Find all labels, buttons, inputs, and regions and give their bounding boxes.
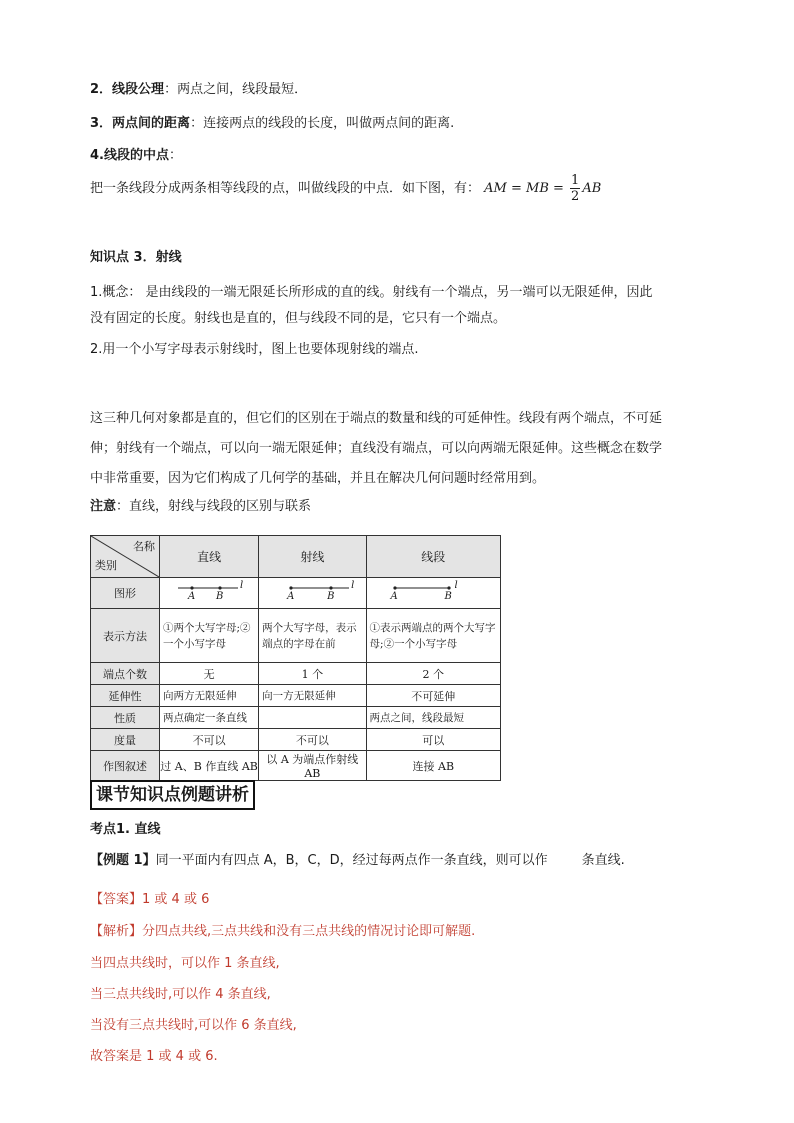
row-label-property: 性质 <box>91 707 160 729</box>
comparison-table <box>90 535 501 781</box>
case-none-collinear: 当没有三点共线时,可以作 6 条直线, <box>90 1018 297 1033</box>
extension-ray: 向一方无限延伸 <box>259 685 366 707</box>
fig-label-a: A <box>188 591 196 602</box>
row-label-notation: 表示方法 <box>91 609 160 663</box>
fig-label-a: A <box>390 591 398 602</box>
extension-segment: 不可延伸 <box>366 685 500 707</box>
summary-line-3: 中非常重要，因为它们构成了几何学的基础，并且在解决几何问题时经常用到。 <box>90 471 546 486</box>
fig-label-l: l <box>240 580 244 591</box>
answer-tag: 【答案】 <box>90 892 143 907</box>
notation-ray: 两个大写字母，表示端点的字母在前 <box>259 609 366 663</box>
ray-concept-line-2: 没有固定的长度。射线也是直的，但与线段不同的是，它只有一个端点。 <box>90 311 507 326</box>
col-header-segment: 线段 <box>366 536 500 578</box>
endpoints-segment: 2 个 <box>366 663 500 685</box>
case-four-collinear: 当四点共线时，可以作 1 条直线, <box>90 956 280 971</box>
item-4-heading <box>90 146 182 166</box>
item-4-definition <box>90 172 601 206</box>
fig-label-b: B <box>444 591 452 602</box>
fig-label-b: B <box>216 591 224 602</box>
measure-segment: 可以 <box>366 729 500 751</box>
table-row-notation <box>91 609 501 663</box>
line-figure-icon <box>160 578 264 608</box>
col-header-ray: 射线 <box>259 536 366 578</box>
analysis-tag: 【解析】 <box>90 924 143 939</box>
row-label-figure: 图形 <box>91 578 160 609</box>
measure-line: 不可以 <box>160 729 259 751</box>
item-4-text: 把一条线段分成两条相等线段的点，叫做线段的中点．如下图，有： <box>90 181 481 196</box>
table-row-endpoints <box>91 663 501 685</box>
section-title: 课节知识点例题讲析 <box>90 780 255 810</box>
midpoint-formula-left: AM = MB = <box>484 181 564 196</box>
table-row-extension <box>91 685 501 707</box>
row-label-endpoints: 端点个数 <box>91 663 160 685</box>
note-text: ：直线，射线与线段的区别与联系 <box>116 499 312 514</box>
item-3 <box>90 114 454 134</box>
table-header-row <box>91 536 501 578</box>
header-category-label: 类别 <box>95 559 117 572</box>
item-3-text: ：连接两点的线段的长度，叫做两点间的距离. <box>190 116 455 131</box>
table-row-measure <box>91 729 501 751</box>
fraction-denominator: 2 <box>571 189 580 204</box>
measure-ray: 不可以 <box>259 729 366 751</box>
item-3-num: 3． <box>90 116 113 131</box>
example-tag: 【例题 1】 <box>90 853 156 868</box>
kaodian-heading: 考点1. 直线 <box>90 822 161 837</box>
ray-heading: 知识点 3．射线 <box>90 250 182 265</box>
fig-label-l: l <box>454 580 458 591</box>
item-2 <box>90 80 307 100</box>
construction-ray: 以 A 为端点作射线 AB <box>259 751 366 781</box>
construction-segment: 连接 AB <box>366 751 500 781</box>
answer-text: 1 或 4 或 6 <box>142 892 210 907</box>
table-corner-cell <box>91 536 160 578</box>
item-4-title: 4.线段的中点 <box>90 148 169 163</box>
construction-line: 过 A、B 作直线 AB <box>160 751 259 781</box>
ray-notation: 2.用一个小写字母表示射线时，图上也要体现射线的端点. <box>90 342 419 357</box>
note-title: 注意 <box>90 499 117 514</box>
item-4-colon: ： <box>168 148 182 163</box>
conclusion-line: 故答案是 1 或 4 或 6. <box>90 1049 218 1064</box>
row-label-extension: 延伸性 <box>91 685 160 707</box>
fig-label-b: B <box>327 591 335 602</box>
figure-segment-cell <box>366 578 500 609</box>
analysis-text: 分四点共线,三点共线和没有三点共线的情况讨论即可解题. <box>142 924 476 939</box>
item-2-text: ：两点之间，线段最短． <box>164 82 308 97</box>
midpoint-formula-right: AB <box>582 181 602 196</box>
ray-figure-icon <box>259 578 383 608</box>
row-label-measure: 度量 <box>91 729 160 751</box>
example-text: 同一平面内有四点 A，B，C，D，经过每两点作一条直线，则可以作 <box>155 853 548 868</box>
item-2-title: 线段公理 <box>112 82 165 97</box>
notation-line: ①两个大写字母;②一个小写字母 <box>160 609 259 663</box>
table-row-property <box>91 707 501 729</box>
segment-figure-icon <box>367 578 477 608</box>
table-row-construction <box>91 751 501 781</box>
ray-concept-line-1: 1.概念： 是由线段的一端无限延长所形成的直的线。射线有一个端点，另一端可以无限延伸，因此 <box>90 285 653 300</box>
row-label-construction: 作图叙述 <box>91 751 160 781</box>
fraction-numerator: 1 <box>571 173 580 188</box>
col-header-line: 直线 <box>160 536 259 578</box>
property-line: 两点确定一条直线 <box>160 707 259 729</box>
fig-label-l: l <box>351 580 355 591</box>
example-tail: 条直线. <box>581 853 625 868</box>
case-three-collinear: 当三点共线时,可以作 4 条直线, <box>90 987 271 1002</box>
fraction-one-half <box>570 173 580 204</box>
note <box>90 497 311 517</box>
endpoints-line: 无 <box>160 663 259 685</box>
item-3-title: 两点间的距离 <box>112 116 191 131</box>
fig-label-a: A <box>287 591 295 602</box>
property-segment: 两点之间，线段最短 <box>366 707 500 729</box>
item-2-num: 2． <box>90 82 113 97</box>
figure-ray-cell <box>259 578 366 609</box>
notation-segment: ①表示两端点的两个大写字母;②一个小写字母 <box>366 609 500 663</box>
analysis-line <box>90 922 475 942</box>
summary-paragraph <box>90 404 662 494</box>
extension-line: 向两方无限延伸 <box>160 685 259 707</box>
answer-line <box>90 890 209 910</box>
summary-line-2: 伸；射线有一个端点，可以向一端无限延伸；直线没有端点，可以向两端无限延伸。这些概念在数学 <box>90 441 663 456</box>
table-row-figure <box>91 578 501 609</box>
summary-line-1: 这三种几何对象都是直的，但它们的区别在于端点的数量和线的可延伸性。线段有两个端点，不可延 <box>90 411 663 426</box>
example-1 <box>90 851 625 871</box>
ray-concept <box>90 280 653 332</box>
figure-line-cell <box>160 578 259 609</box>
header-name-label: 名称 <box>133 540 155 553</box>
endpoints-ray: 1 个 <box>259 663 366 685</box>
property-ray <box>259 707 366 729</box>
